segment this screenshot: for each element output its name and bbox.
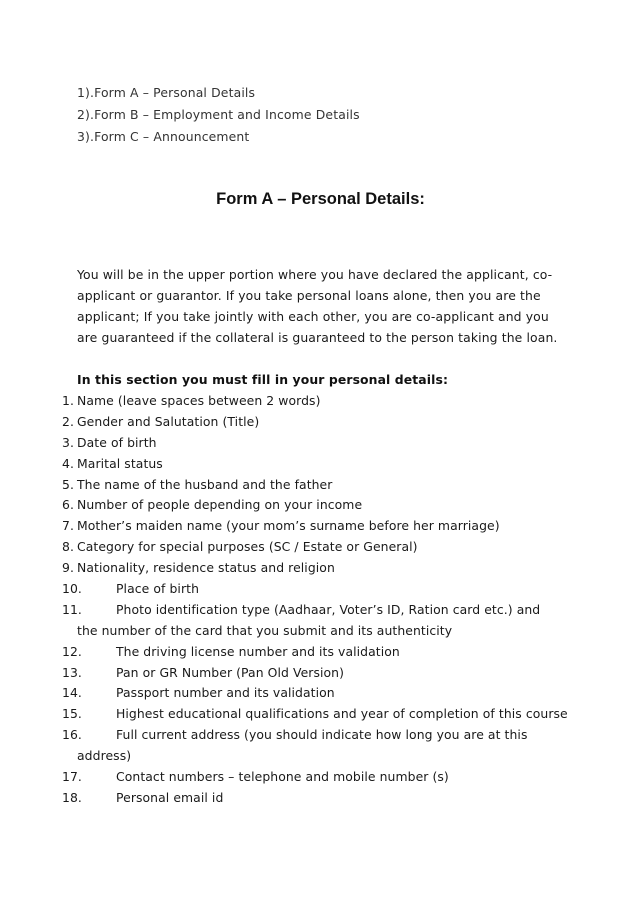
list-item-text: Full current address (you should indicate how long you are at this xyxy=(116,727,528,743)
list-item-text: Marital status xyxy=(77,455,163,471)
list-item-text: Nationality, residence status and religion xyxy=(77,560,335,576)
list-item xyxy=(0,516,638,537)
list-item-text: Photo identification type (Aadhaar, Voter’s ID, Ration card etc.) and xyxy=(116,601,541,617)
list-item xyxy=(0,683,638,704)
list-item-text: Pan or GR Number (Pan Old Version) xyxy=(116,664,345,680)
list-item-text: Date of birth xyxy=(77,434,157,450)
list-item-number: 5. xyxy=(62,476,74,492)
list-item-text: Gender and Salutation (Title) xyxy=(77,413,260,429)
list-item-continuation-text: address) xyxy=(77,748,132,764)
list-item-text: Personal email id xyxy=(116,789,224,805)
intro-line: applicant or guarantor. If you take personal loans alone, then you are the xyxy=(77,288,541,303)
list-item xyxy=(0,767,638,788)
list-item-continuation xyxy=(0,621,638,642)
list-item xyxy=(0,663,638,684)
list-item-text: The name of the husband and the father xyxy=(77,476,333,492)
list-item xyxy=(0,704,638,725)
list-item-number: 4. xyxy=(62,455,74,471)
list-item-number: 16. xyxy=(62,727,82,743)
list-item-continuation xyxy=(0,746,638,767)
list-item-text: The driving license number and its validation xyxy=(116,643,400,659)
toc-item-form-b: 2).Form B – Employment and Income Details xyxy=(77,107,360,122)
list-item xyxy=(0,433,638,454)
list-item-number: 11. xyxy=(62,601,82,617)
list-item-text: Place of birth xyxy=(116,581,199,597)
list-item xyxy=(0,642,638,663)
list-item-text: Highest educational qualifications and year of completion of this course xyxy=(116,706,568,722)
intro-line: applicant; If you take jointly with each other, you are co-applicant and you xyxy=(77,309,549,324)
list-item-number: 15. xyxy=(62,706,82,722)
list-item-number: 17. xyxy=(62,769,82,785)
list-item-number: 9. xyxy=(62,560,74,576)
list-item xyxy=(0,475,638,496)
toc-item-form-a: 1).Form A – Personal Details xyxy=(77,85,256,100)
list-item-number: 6. xyxy=(62,497,74,513)
table-of-contents xyxy=(77,82,360,148)
list-item-number: 7. xyxy=(62,518,74,534)
list-item-text: Number of people depending on your income xyxy=(77,497,363,513)
list-item xyxy=(0,788,638,809)
list-item-number: 10. xyxy=(62,581,82,597)
intro-paragraph xyxy=(77,264,557,348)
list-item xyxy=(0,495,638,516)
list-item xyxy=(0,579,638,600)
details-instruction: In this section you must fill in your personal details: xyxy=(77,372,448,387)
section-heading: Form A – Personal Details: xyxy=(216,190,425,208)
list-item-text: Mother’s maiden name (your mom’s surname before her marriage) xyxy=(77,518,500,534)
list-item xyxy=(0,558,638,579)
list-item-continuation-text: the number of the card that you submit and its authenticity xyxy=(77,622,453,638)
list-item-number: 13. xyxy=(62,664,82,680)
list-item-number: 18. xyxy=(62,789,82,805)
list-item xyxy=(0,725,638,746)
list-item-number: 2. xyxy=(62,413,74,429)
list-item-text: Category for special purposes (SC / Estate or General) xyxy=(77,539,418,555)
list-item xyxy=(0,537,638,558)
list-item xyxy=(0,412,638,433)
list-item-text: Passport number and its validation xyxy=(116,685,335,701)
intro-line: are guaranteed if the collateral is guaranteed to the person taking the loan. xyxy=(77,330,558,345)
list-item xyxy=(0,600,638,621)
intro-line: You will be in the upper portion where you have declared the applicant, co- xyxy=(77,267,553,282)
list-item xyxy=(0,454,638,475)
list-item-number: 12. xyxy=(62,643,82,659)
toc-item-form-c: 3).Form C – Announcement xyxy=(77,129,250,144)
list-item-number: 14. xyxy=(62,685,82,701)
list-item-text: Name (leave spaces between 2 words) xyxy=(77,393,321,408)
list-item-number: 3. xyxy=(62,434,74,450)
list-item-text: Contact numbers – telephone and mobile number (s) xyxy=(116,769,449,785)
personal-details-list xyxy=(0,391,638,809)
list-item-number: 1. xyxy=(62,393,74,408)
list-item xyxy=(0,391,638,412)
list-item-number: 8. xyxy=(62,539,74,555)
